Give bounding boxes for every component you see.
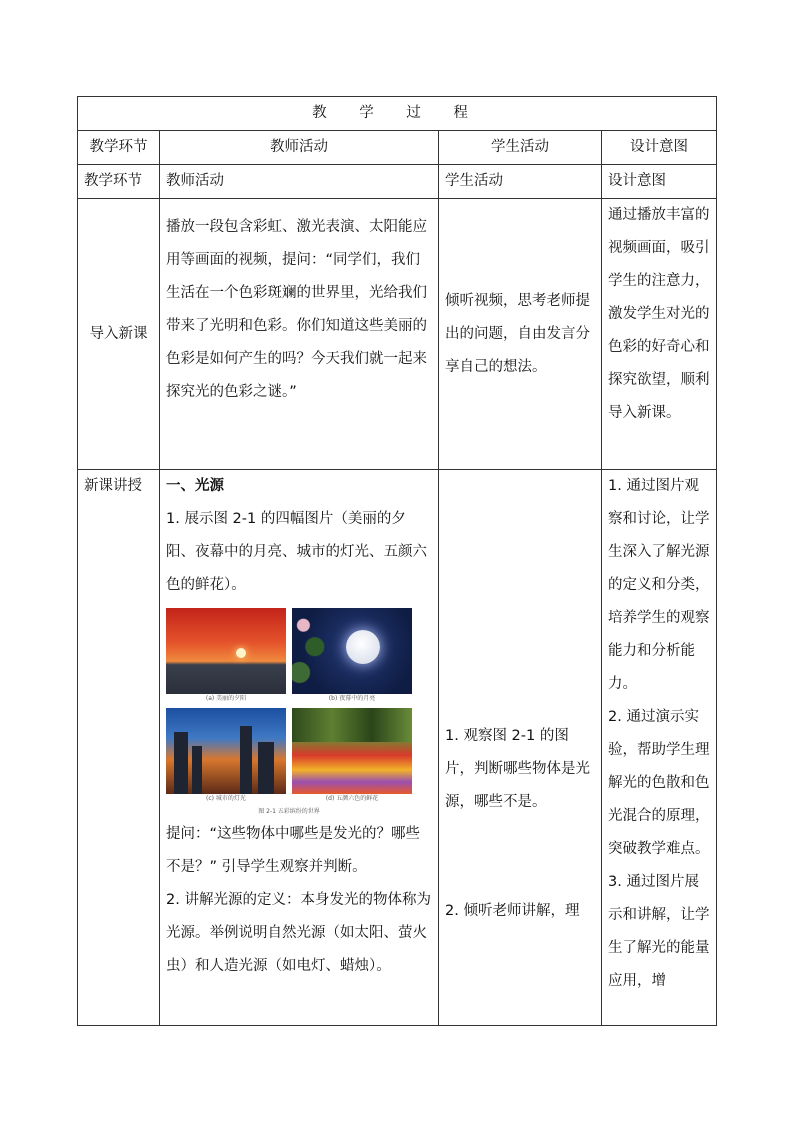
new-lesson-stage: 新课讲授 xyxy=(78,470,160,1026)
intro-teacher-activity: 播放一段包含彩虹、激光表演、太阳能应用等画面的视频，提问：“同学们，我们生活在一个色彩斑斓的世界里，光给我们带来了光明和色彩。你们知道这些美丽的色彩是如何产生的吗？今天我们就一起来探究光的色彩之谜。” xyxy=(160,199,439,470)
figure-2-1 xyxy=(166,608,432,804)
sunset-photo xyxy=(166,608,286,694)
intro-stage: 导入新课 xyxy=(78,199,160,470)
header2-student: 学生活动 xyxy=(439,165,602,199)
figure-caption: (b) 夜幕中的月亮 xyxy=(328,695,376,702)
teacher-question: 提问：“这些物体中哪些是发光的？哪些不是？” 引导学生观察并判断。 xyxy=(166,826,421,875)
figure-item-flowers xyxy=(292,708,412,804)
header-intent: 设计意图 xyxy=(602,131,717,165)
intro-student-activity: 倾听视频，思考老师提出的问题，自由发言分享自己的想法。 xyxy=(439,199,602,470)
teacher-step-2: 2. 讲解光源的定义：本身发光的物体称为光源。举例说明自然光源（如太阳、萤火虫）和人造光源（如电灯、蜡烛）。 xyxy=(166,892,431,974)
figure-title: 图 2-1 五彩缤纷的世界 xyxy=(258,808,320,815)
new-lesson-teacher-activity xyxy=(160,470,439,1026)
section-heading: 一、光源 xyxy=(166,478,224,494)
new-lesson-student-activity xyxy=(439,470,602,1026)
new-lesson-design-intent xyxy=(602,470,717,1026)
intent-3: 3. 通过图片展示和讲解，让学生了解光的能量应用，增 xyxy=(608,874,710,989)
header2-stage: 教学环节 xyxy=(78,165,160,199)
moon-photo xyxy=(292,608,412,694)
figure-caption: (a) 美丽的夕阳 xyxy=(205,695,247,702)
teaching-process-table xyxy=(77,96,717,1026)
city-lights-photo xyxy=(166,708,286,794)
figure-item-sunset xyxy=(166,608,286,704)
teacher-step-1: 1. 展示图 2-1 的四幅图片（美丽的夕阳、夜幕中的月亮、城市的灯光、五颜六色的鲜花）。 xyxy=(166,511,427,593)
student-step-2: 2. 倾听老师讲解，理 xyxy=(445,903,580,919)
header-student: 学生活动 xyxy=(439,131,602,165)
figure-item-city xyxy=(166,708,286,804)
header-teacher: 教师活动 xyxy=(160,131,439,165)
header-stage: 教学环节 xyxy=(78,131,160,165)
intro-design-intent: 通过播放丰富的视频画面，吸引学生的注意力，激发学生对光的色彩的好奇心和探究欲望，顺利导入新课。 xyxy=(602,199,717,470)
table-title: 教 学 过 程 xyxy=(78,97,717,131)
intent-2: 2. 通过演示实验，帮助学生理解光的色散和色光混合的原理，突破教学难点。 xyxy=(608,709,710,857)
flowers-photo xyxy=(292,708,412,794)
header2-intent: 设计意图 xyxy=(602,165,717,199)
figure-item-moon xyxy=(292,608,412,704)
student-step-1: 1. 观察图 2-1 的图片，判断哪些物体是光源，哪些不是。 xyxy=(445,728,590,810)
figure-caption: (c) 城市的灯光 xyxy=(206,795,246,802)
header2-teacher: 教师活动 xyxy=(160,165,439,199)
intent-1: 1. 通过图片观察和讨论，让学生深入了解光源的定义和分类，培养学生的观察能力和分析能力。 xyxy=(608,478,710,692)
figure-caption: (d) 五颜六色的鲜花 xyxy=(325,795,379,802)
